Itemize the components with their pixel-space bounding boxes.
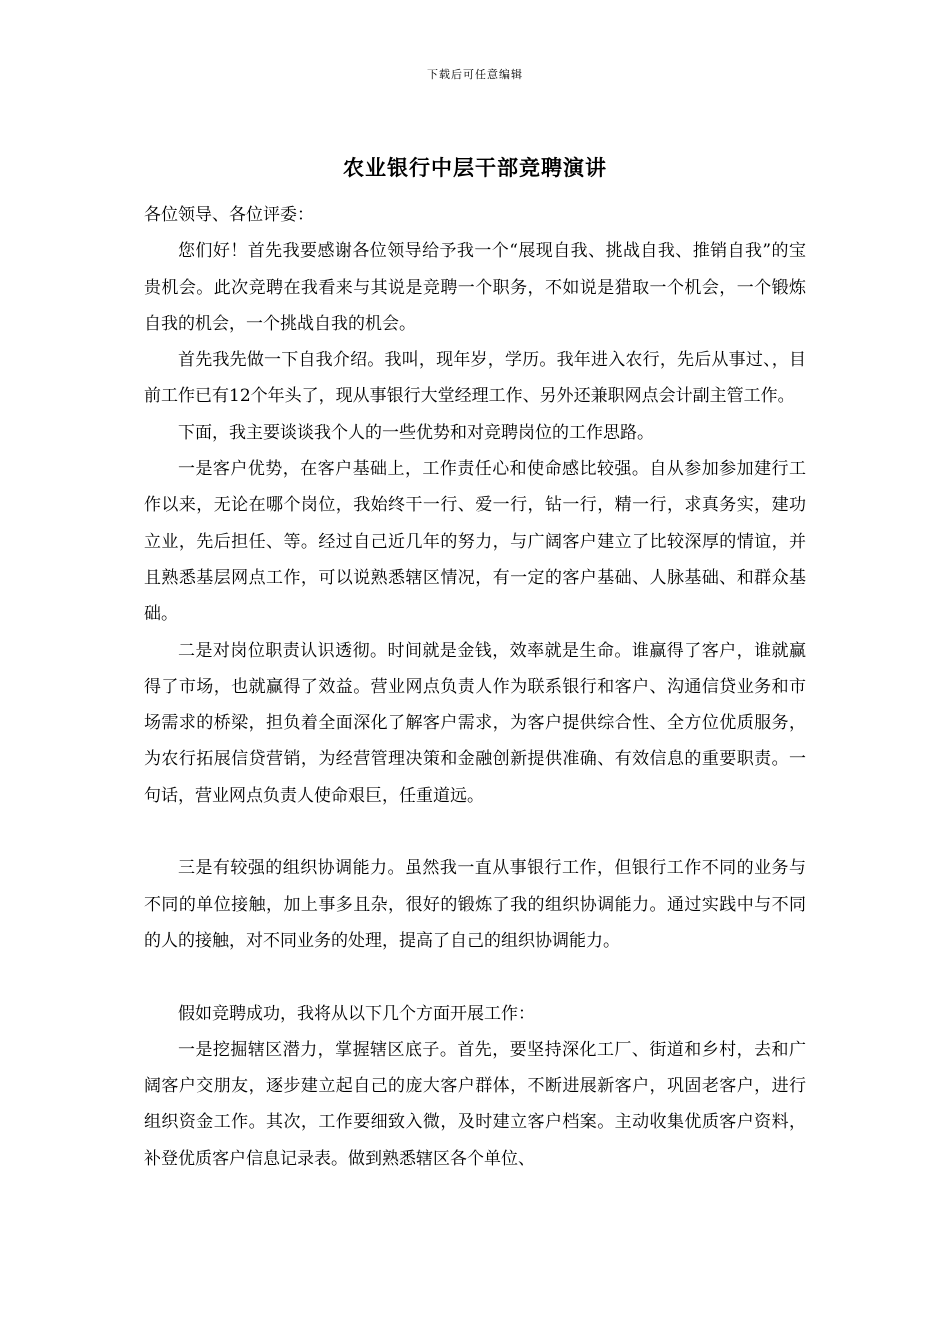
salutation: 各位领导、各位评委： <box>144 205 314 225</box>
header-note: 下载后可任意编辑 <box>427 68 523 81</box>
paragraph-plan-intro: 假如竞聘成功，我将从以下几个方面开展工作： <box>178 1003 535 1024</box>
document-title: 农业银行中层干部竞聘演讲 <box>343 155 607 180</box>
paragraph-plan-one: 一是挖掘辖区潜力，掌握辖区底子。首先，要坚持深化工厂、街道和乡村，去和广阔客户交朋友，逐步建立起自己的庞大客户群体，不断进展新客户，巩固老客户，进行组织资金工作。其次，工作要细致入微，及时建立客户档案。主动收集优质客户资料，补登优质客户信息记录表。做到熟悉辖区各个单位、 <box>144 1039 806 1169</box>
paragraph-advantage-customers: 一是客户优势，在客户基础上，工作责任心和使命感比较强。自从参加参加建行工作以来，无论在哪个岗位，我始终干一行、爱一行，钻一行，精一行，求真务实，建功立业，先后担任、等。经过自己近几年的努力，与广阔客户建立了比较深厚的情谊，并且熟悉基层网点工作，可以说熟悉辖区情况，有一定的客户基础、人脉基础、和群众基础。 <box>144 459 806 625</box>
paragraph-spacer <box>144 814 806 850</box>
paragraph-self-intro: 首先我先做一下自我介绍。我叫，现年岁，学历。我年进入农行，先后从事过、，目前工作已有12个年头了，现从事银行大堂经理工作、另外还兼职网点会计副主管工作。 <box>144 350 806 407</box>
document-body <box>144 197 806 1177</box>
paragraph-advantage-coordination: 三是有较强的组织协调能力。虽然我一直从事银行工作，但银行工作不同的业务与不同的单位接触，加上事多且杂，很好的锻炼了我的组织协调能力。通过实践中与不同的人的接触，对不同业务的处理，提高了自己的组织协调能力。 <box>144 858 806 951</box>
paragraph-overview: 下面，我主要谈谈我个人的一些优势和对竞聘岗位的工作思路。 <box>178 422 654 443</box>
paragraph-spacer <box>144 959 806 995</box>
paragraph-advantage-duties: 二是对岗位职责认识透彻。时间就是金钱，效率就是生命。谁赢得了客户，谁就赢得了市场，也就赢得了效益。营业网点负责人作为联系银行和客户、沟通信贷业务和市场需求的桥梁，担负着全面深化了解客户需求，为客户提供综合性、全方位优质服务，为农行拓展信贷营销，为经营管理决策和金融创新提供准确、有效信息的重要职责。一句话，营业网点负责人使命艰巨，任重道远。 <box>144 640 806 806</box>
paragraph-greeting: 您们好！首先我要感谢各位领导给予我一个“展现自我、挑战自我、推销自我”的宝贵机会。此次竞聘在我看来与其说是竞聘一个职务，不如说是猎取一个机会，一个锻炼自我的机会，一个挑战自我的机会。 <box>144 241 806 334</box>
